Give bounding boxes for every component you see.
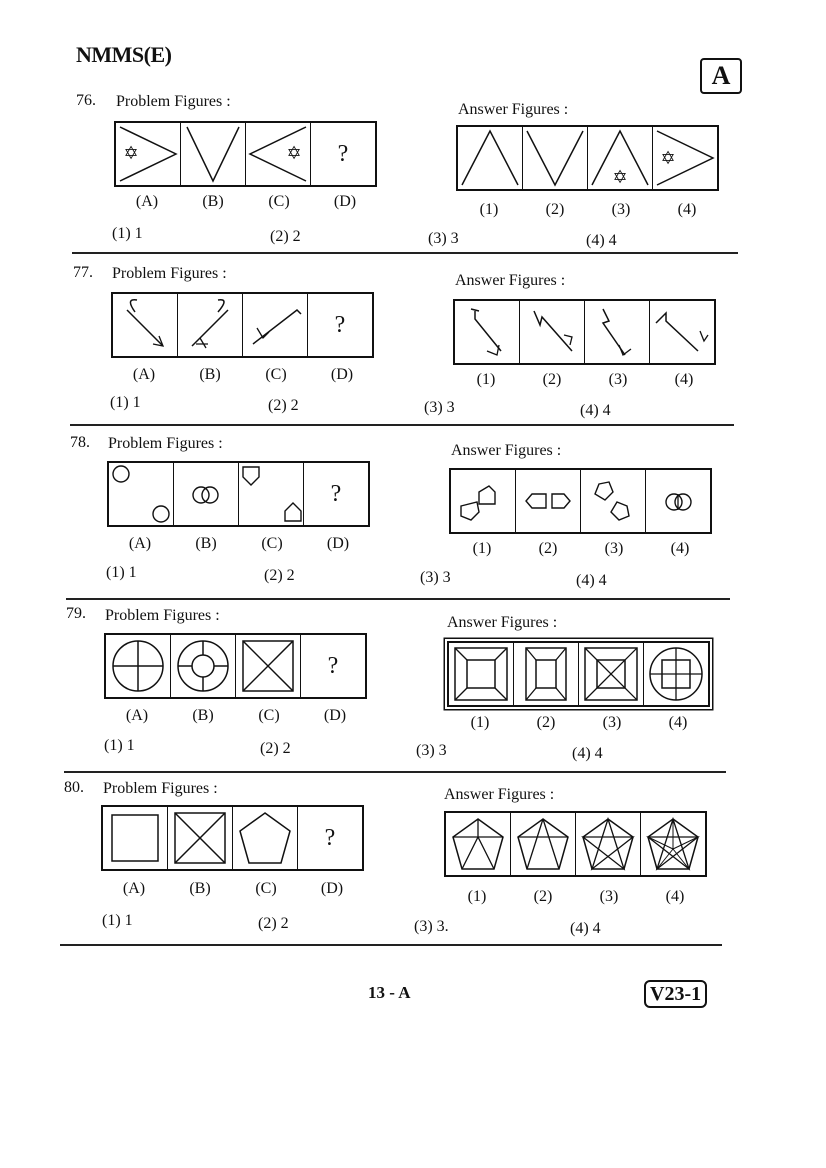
label-d: (D) bbox=[323, 707, 347, 724]
problem-figures-strip bbox=[107, 461, 370, 527]
answer-figure-1 bbox=[451, 470, 516, 532]
diagonal-pentagons-shape bbox=[581, 470, 645, 532]
problem-letters bbox=[111, 366, 375, 384]
answer-figure-4 bbox=[650, 301, 714, 363]
circle-cross-shape bbox=[106, 635, 170, 697]
answer-figure-2 bbox=[523, 127, 588, 189]
svg-text:✡: ✡ bbox=[286, 143, 302, 163]
label-b: (B) bbox=[192, 707, 214, 724]
framed-square-x-shape bbox=[579, 643, 643, 705]
answer-figure-2 bbox=[520, 301, 585, 363]
label-3: (3) bbox=[608, 371, 628, 388]
two-circles-shape bbox=[109, 463, 173, 525]
problem-figures-label: Problem Figures : bbox=[112, 265, 227, 282]
problem-figure-d: ? bbox=[337, 140, 349, 167]
v-shape bbox=[181, 123, 245, 185]
answer-figure-2 bbox=[516, 470, 581, 532]
svg-text:✡: ✡ bbox=[612, 167, 628, 187]
label-b: (B) bbox=[189, 880, 211, 897]
answer-figure-3 bbox=[576, 813, 641, 875]
option-1[interactable]: (1) 1 bbox=[104, 737, 135, 754]
problem-letters bbox=[104, 707, 368, 725]
answer-numbers bbox=[456, 201, 720, 219]
label-3: (3) bbox=[602, 714, 622, 731]
label-a: (A) bbox=[125, 707, 149, 724]
zigzag-fork-shape bbox=[455, 301, 519, 363]
option-1[interactable]: (1) 1 bbox=[112, 225, 143, 242]
paper-code: V23-1 bbox=[644, 980, 707, 1008]
problem-figure-d: ? bbox=[330, 480, 342, 507]
label-1: (1) bbox=[467, 888, 487, 905]
problem-figure-a bbox=[103, 807, 168, 869]
problem-figure-c bbox=[233, 807, 298, 869]
square-x-shape bbox=[168, 807, 232, 869]
answer-figure-1 bbox=[458, 127, 523, 189]
question-number: 76. bbox=[76, 92, 96, 109]
pentagon-star-shape bbox=[576, 813, 640, 875]
problem-figure-d: ? bbox=[334, 311, 346, 338]
pentagon-lines-shape bbox=[446, 813, 510, 875]
label-a: (A) bbox=[122, 880, 146, 897]
label-a: (A) bbox=[128, 535, 152, 552]
problem-figure-b bbox=[178, 294, 243, 356]
problem-figure-d: ? bbox=[324, 824, 336, 851]
question-number: 79. bbox=[66, 605, 86, 622]
answer-figures-strip bbox=[453, 299, 716, 365]
label-4: (4) bbox=[668, 714, 688, 731]
hook-arrow-shape bbox=[113, 294, 177, 356]
arrow-right-star-shape bbox=[653, 127, 717, 189]
answer-figure-2 bbox=[511, 813, 576, 875]
divider bbox=[66, 598, 730, 600]
answer-figure-4 bbox=[646, 470, 710, 532]
label-4: (4) bbox=[677, 201, 697, 218]
problem-figures-strip bbox=[111, 292, 374, 358]
problem-figures-strip bbox=[114, 121, 377, 187]
divider bbox=[60, 944, 722, 946]
pentagon-shape bbox=[233, 807, 297, 869]
option-3[interactable]: (3) 3. bbox=[414, 918, 449, 935]
question-number: 80. bbox=[64, 779, 84, 796]
label-2: (2) bbox=[536, 714, 556, 731]
problem-figure-a bbox=[109, 463, 174, 525]
answer-figure-3 bbox=[588, 127, 653, 189]
divider bbox=[72, 252, 738, 254]
option-3[interactable]: (3) 3 bbox=[424, 399, 455, 416]
framed-rectangle-shape bbox=[514, 643, 578, 705]
problem-figure-b bbox=[168, 807, 233, 869]
label-2: (2) bbox=[538, 540, 558, 557]
pentagon-triangle-shape bbox=[511, 813, 575, 875]
facing-pentagons-shape bbox=[516, 470, 580, 532]
label-d: (D) bbox=[320, 880, 344, 897]
answer-numbers bbox=[447, 714, 711, 732]
option-2[interactable]: (2) 2 bbox=[270, 228, 301, 245]
exam-title: NMMS(E) bbox=[76, 42, 172, 67]
option-4[interactable]: (4) 4 bbox=[572, 745, 603, 762]
option-2[interactable]: (2) 2 bbox=[268, 397, 299, 414]
overlapping-circles-shape bbox=[174, 463, 238, 525]
label-c: (C) bbox=[255, 880, 277, 897]
arrow-left-star-shape bbox=[246, 123, 310, 185]
answer-figures-strip bbox=[444, 811, 707, 877]
option-2[interactable]: (2) 2 bbox=[264, 567, 295, 584]
zigzag-fork-shape bbox=[650, 301, 714, 363]
option-3[interactable]: (3) 3 bbox=[416, 742, 447, 759]
option-1[interactable]: (1) 1 bbox=[102, 912, 133, 929]
label-d: (D) bbox=[326, 535, 350, 552]
answer-figures-label: Answer Figures : bbox=[447, 614, 558, 631]
problem-letters bbox=[114, 193, 378, 211]
option-2[interactable]: (2) 2 bbox=[260, 740, 291, 757]
problem-figure-d: ? bbox=[327, 652, 339, 679]
stacked-pentagons-shape bbox=[451, 470, 515, 532]
label-4: (4) bbox=[674, 371, 694, 388]
problem-figures-label: Problem Figures : bbox=[103, 780, 218, 797]
square-shape bbox=[103, 807, 167, 869]
option-4[interactable]: (4) 4 bbox=[586, 232, 617, 249]
v-shape bbox=[523, 127, 587, 189]
divider bbox=[70, 424, 734, 426]
problem-figure-a bbox=[113, 294, 178, 356]
label-c: (C) bbox=[258, 707, 280, 724]
answer-figures-strip bbox=[447, 641, 710, 707]
label-b: (B) bbox=[202, 193, 224, 210]
set-badge: A bbox=[700, 58, 742, 94]
problem-figure-c bbox=[239, 463, 304, 525]
pentagon-star-spokes-shape bbox=[641, 813, 705, 875]
answer-figures-label: Answer Figures : bbox=[455, 272, 566, 289]
label-c: (C) bbox=[265, 366, 287, 383]
option-3[interactable]: (3) 3 bbox=[420, 569, 451, 586]
arrow-right-star-shape bbox=[116, 123, 180, 185]
label-1: (1) bbox=[479, 201, 499, 218]
option-1[interactable]: (1) 1 bbox=[106, 564, 137, 581]
problem-figure-b bbox=[181, 123, 246, 185]
label-a: (A) bbox=[135, 193, 159, 210]
label-c: (C) bbox=[268, 193, 290, 210]
label-3: (3) bbox=[611, 201, 631, 218]
problem-figure-a bbox=[106, 635, 171, 697]
problem-letters bbox=[107, 535, 371, 553]
answer-figure-3 bbox=[579, 643, 644, 705]
problem-letters bbox=[101, 880, 365, 898]
problem-figure-b bbox=[174, 463, 239, 525]
option-3[interactable]: (3) 3 bbox=[428, 230, 459, 247]
label-2: (2) bbox=[545, 201, 565, 218]
hook-fork-shape bbox=[178, 294, 242, 356]
overlapping-circles-line-shape bbox=[646, 470, 710, 532]
label-3: (3) bbox=[599, 888, 619, 905]
page-number: 13 - A bbox=[368, 983, 411, 1002]
framed-square-shape bbox=[449, 643, 513, 705]
divider bbox=[64, 771, 726, 773]
option-2[interactable]: (2) 2 bbox=[258, 915, 289, 932]
problem-figures-label: Problem Figures : bbox=[105, 607, 220, 624]
answer-figure-4 bbox=[644, 643, 708, 705]
label-1: (1) bbox=[472, 540, 492, 557]
answer-figure-1 bbox=[446, 813, 511, 875]
problem-figures-label: Problem Figures : bbox=[108, 435, 223, 452]
svg-text:✡: ✡ bbox=[660, 148, 676, 168]
problem-figure-c bbox=[246, 123, 311, 185]
answer-figure-4 bbox=[653, 127, 717, 189]
answer-numbers bbox=[449, 540, 713, 558]
answer-figure-4 bbox=[641, 813, 705, 875]
problem-figures-label: Problem Figures : bbox=[116, 93, 231, 110]
option-4[interactable]: (4) 4 bbox=[576, 572, 607, 589]
two-pentagons-shape bbox=[239, 463, 303, 525]
label-3: (3) bbox=[604, 540, 624, 557]
label-2: (2) bbox=[542, 371, 562, 388]
zigzag-arrow-shape bbox=[520, 301, 584, 363]
answer-figure-3 bbox=[581, 470, 646, 532]
answer-figures-label: Answer Figures : bbox=[458, 101, 569, 118]
option-1[interactable]: (1) 1 bbox=[110, 394, 141, 411]
option-4[interactable]: (4) 4 bbox=[580, 402, 611, 419]
concentric-circles-shape bbox=[171, 635, 235, 697]
problem-figure-c bbox=[243, 294, 308, 356]
problem-figure-a bbox=[116, 123, 181, 185]
label-b: (B) bbox=[199, 366, 221, 383]
label-b: (B) bbox=[195, 535, 217, 552]
answer-numbers bbox=[444, 888, 708, 906]
answer-figures-strip bbox=[449, 468, 712, 534]
label-a: (A) bbox=[132, 366, 156, 383]
line-fork-shape bbox=[243, 294, 307, 356]
label-d: (D) bbox=[333, 193, 357, 210]
svg-text:✡: ✡ bbox=[123, 143, 139, 163]
answer-figures-label: Answer Figures : bbox=[451, 442, 562, 459]
answer-figure-1 bbox=[449, 643, 514, 705]
answer-figures-label: Answer Figures : bbox=[444, 786, 555, 803]
square-x-shape bbox=[236, 635, 300, 697]
problem-figures-strip bbox=[104, 633, 367, 699]
label-c: (C) bbox=[261, 535, 283, 552]
circle-grid-square-shape bbox=[644, 643, 708, 705]
label-1: (1) bbox=[470, 714, 490, 731]
zigzag-arrow-shape bbox=[585, 301, 649, 363]
option-4[interactable]: (4) 4 bbox=[570, 920, 601, 937]
question-number: 77. bbox=[73, 264, 93, 281]
problem-figure-c bbox=[236, 635, 301, 697]
problem-figure-b bbox=[171, 635, 236, 697]
answer-figures-strip bbox=[456, 125, 719, 191]
label-1: (1) bbox=[476, 371, 496, 388]
label-4: (4) bbox=[670, 540, 690, 557]
label-d: (D) bbox=[330, 366, 354, 383]
answer-numbers bbox=[453, 371, 717, 389]
caret-up-star-shape bbox=[588, 127, 652, 189]
question-number: 78. bbox=[70, 434, 90, 451]
label-4: (4) bbox=[665, 888, 685, 905]
answer-figure-3 bbox=[585, 301, 650, 363]
label-2: (2) bbox=[533, 888, 553, 905]
caret-up-shape bbox=[458, 127, 522, 189]
answer-figure-1 bbox=[455, 301, 520, 363]
answer-figure-2 bbox=[514, 643, 579, 705]
problem-figures-strip bbox=[101, 805, 364, 871]
